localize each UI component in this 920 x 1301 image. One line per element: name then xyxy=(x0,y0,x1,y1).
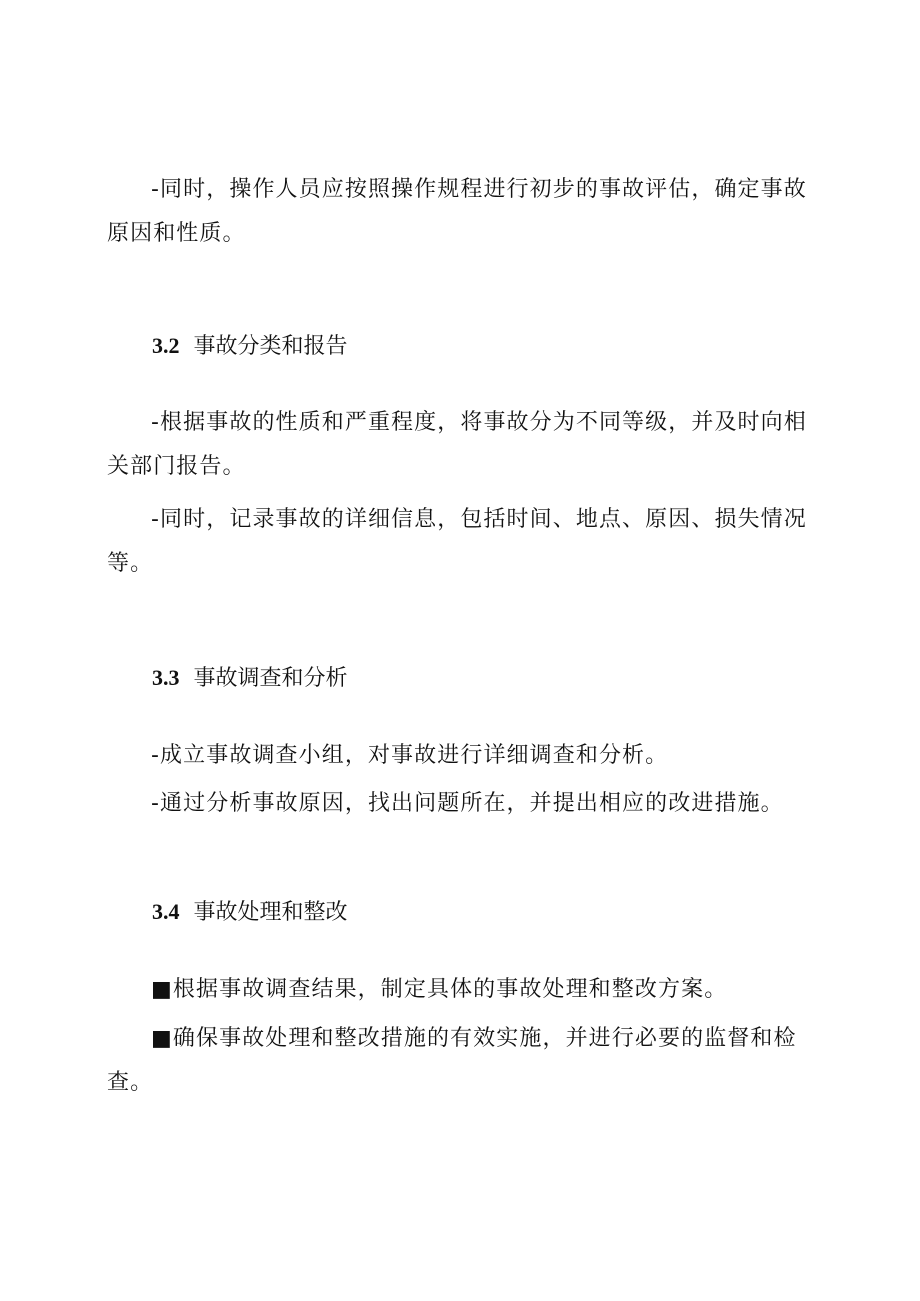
section-number: 3.3 xyxy=(152,665,180,690)
paragraph-investigation-team: -成立事故调查小组，对事故进行详细调查和分析。 xyxy=(151,743,669,768)
section-title: 事故分类和报告 xyxy=(193,334,348,359)
paragraph-initial-assessment: -同时，操作人员应按照操作规程进行初步的事故评估，确定事故原因和性质。 xyxy=(107,177,807,246)
paragraph-rectification-plan: ■根据事故调查结果，制定具体的事故处理和整改方案。 xyxy=(151,977,728,1002)
section-number: 3.4 xyxy=(152,899,180,924)
section-heading-3-2 xyxy=(152,331,348,362)
section-heading-3-3 xyxy=(152,663,348,694)
paragraph-implementation-check: ■确保事故处理和整改措施的有效实施，并进行必要的监督和检查。 xyxy=(107,1026,797,1095)
section-title: 事故调查和分析 xyxy=(193,666,348,691)
section-title: 事故处理和整改 xyxy=(193,900,348,925)
section-heading-3-4 xyxy=(152,897,348,928)
section-number: 3.2 xyxy=(152,333,180,358)
paragraph-improvement-measures: -通过分析事故原因，找出问题所在，并提出相应的改进措施。 xyxy=(151,791,784,816)
paragraph-classification: -根据事故的性质和严重程度，将事故分为不同等级，并及时向相关部门报告。 xyxy=(107,410,807,479)
paragraph-record-details: -同时，记录事故的详细信息，包括时间、地点、原因、损失情况等。 xyxy=(107,507,807,576)
